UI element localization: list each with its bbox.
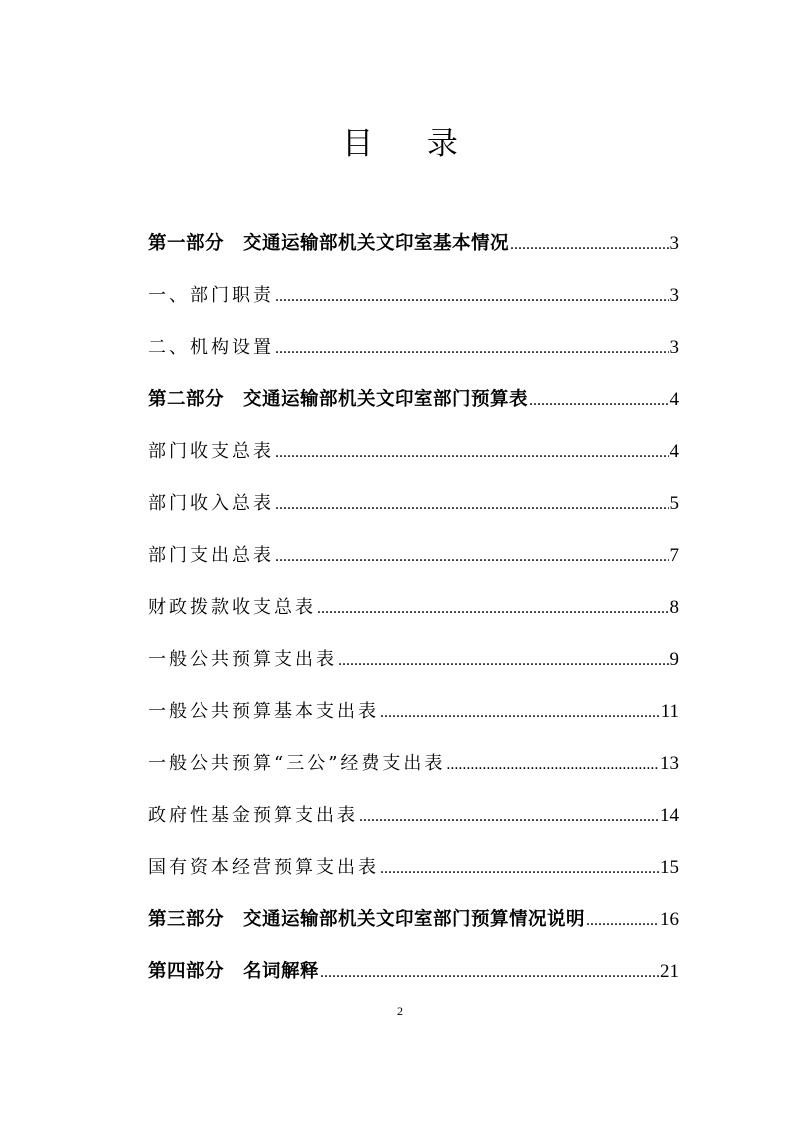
toc-entry-income-expense-summary[interactable] [148,426,679,478]
toc-entry-page: 3 [669,233,679,254]
toc-entry-page: 15 [660,857,679,878]
toc-entry-page: 5 [669,493,679,514]
toc-leader-dots [529,375,668,427]
page-number: 2 [397,1004,403,1018]
table-of-contents [148,218,679,998]
toc-entry-label: 一、部门职责 [148,285,274,306]
toc-entry-label: 二、机构设置 [148,337,274,358]
toc-entry-general-budget-expense[interactable] [148,634,679,686]
toc-entry-page: 9 [669,649,679,670]
toc-leader-dots [338,635,669,687]
toc-entry-organization[interactable] [148,322,679,374]
toc-leader-dots [359,791,659,843]
toc-entry-part-4[interactable] [148,946,679,998]
page-title: 目 录 [342,126,480,162]
toc-entry-part-1[interactable] [148,218,679,270]
toc-leader-dots [275,427,669,479]
toc-entry-label: 国有资本经营预算支出表 [148,857,379,878]
toc-entry-page: 4 [669,441,679,462]
toc-entry-label: 部门支出总表 [148,545,274,566]
toc-entry-three-public-expense[interactable] [148,738,679,790]
toc-entry-label: 第三部分 交通运输部机关文印室部门预算情况说明 [148,909,586,930]
toc-entry-part-2[interactable] [148,374,679,426]
toc-entry-page: 21 [660,961,679,982]
toc-entry-income-summary[interactable] [148,478,679,530]
toc-leader-dots [446,739,659,791]
toc-leader-dots [510,219,668,271]
toc-leader-dots [586,895,659,947]
toc-entry-general-budget-basic-expense[interactable] [148,686,679,738]
toc-entry-page: 8 [669,597,679,618]
toc-entry-page: 3 [669,337,679,358]
toc-entry-label: 第一部分 交通运输部机关文印室基本情况 [148,233,510,254]
toc-leader-dots [275,271,669,323]
toc-entry-label: 财政拨款收支总表 [148,597,316,618]
toc-leader-dots [275,323,669,375]
toc-leader-dots [380,687,660,739]
toc-entry-page: 11 [660,701,679,722]
toc-entry-part-3[interactable] [148,894,679,946]
toc-entry-label: 第二部分 交通运输部机关文印室部门预算表 [148,389,529,410]
toc-entry-label: 第四部分 名词解释 [148,961,320,982]
toc-entry-page: 3 [669,285,679,306]
toc-leader-dots [317,583,669,635]
toc-entry-page: 7 [669,545,679,566]
toc-entry-expense-summary[interactable] [148,530,679,582]
toc-entry-page: 16 [660,909,679,930]
toc-entry-label: 一般公共预算“三公”经费支出表 [148,753,446,774]
toc-entry-label: 一般公共预算支出表 [148,649,337,670]
toc-entry-label: 部门收支总表 [148,441,274,462]
toc-leader-dots [275,479,669,531]
toc-entry-fiscal-appropriation[interactable] [148,582,679,634]
toc-entry-government-fund[interactable] [148,790,679,842]
toc-entry-page: 13 [660,753,679,774]
toc-entry-page: 14 [660,805,679,826]
toc-entry-label: 部门收入总表 [148,493,274,514]
toc-entry-state-capital[interactable] [148,842,679,894]
toc-entry-label: 政府性基金预算支出表 [148,805,358,826]
toc-leader-dots [380,843,659,895]
toc-leader-dots [320,947,659,999]
toc-entry-label: 一般公共预算基本支出表 [148,701,379,722]
toc-entry-department-duties[interactable] [148,270,679,322]
toc-leader-dots [275,531,669,583]
toc-entry-page: 4 [669,389,679,410]
